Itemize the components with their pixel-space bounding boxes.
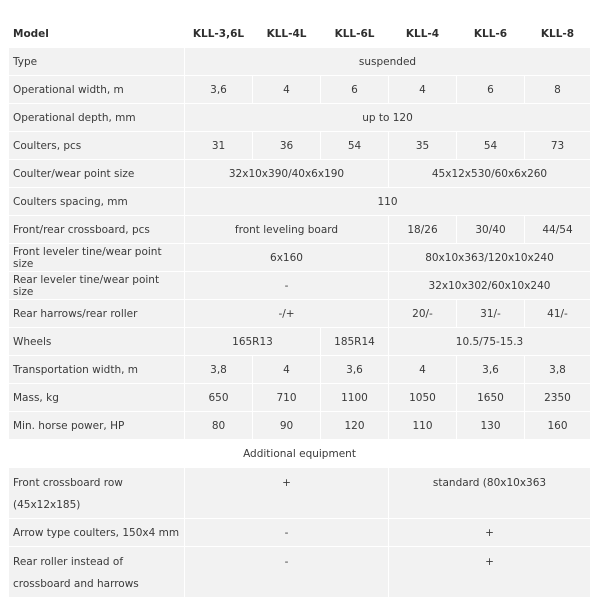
model-kll-6: KLL-6 bbox=[457, 20, 525, 48]
table-row bbox=[9, 160, 591, 188]
table-row bbox=[9, 216, 591, 244]
additional-equipment-heading: Additional equipment bbox=[9, 440, 591, 468]
specifications-table bbox=[9, 20, 591, 598]
table-cell: 45x12x530/60x6x260 bbox=[389, 160, 591, 188]
model-kll-4l: KLL-4L bbox=[253, 20, 321, 48]
table-cell: 30/40 bbox=[457, 216, 525, 244]
row-label-type: Type bbox=[9, 48, 185, 76]
table-cell: 80x10x363/120x10x240 bbox=[389, 244, 591, 272]
table-cell: 110 bbox=[389, 412, 457, 440]
table-cell: + bbox=[389, 519, 591, 547]
row-label-coulters: Coulters, pcs bbox=[9, 132, 185, 160]
table-cell: 10.5/75-15.3 bbox=[389, 328, 591, 356]
table-cell: 44/54 bbox=[525, 216, 591, 244]
row-label-coulter-spacing: Coulters spacing, mm bbox=[9, 188, 185, 216]
table-row bbox=[9, 519, 591, 547]
table-cell: 4 bbox=[389, 356, 457, 384]
table-row bbox=[9, 272, 591, 300]
table-cell: 2350 bbox=[525, 384, 591, 412]
table-cell: + bbox=[389, 547, 591, 598]
table-cell: 3,6 bbox=[457, 356, 525, 384]
table-row bbox=[9, 244, 591, 272]
row-label-op-depth: Operational depth, mm bbox=[9, 104, 185, 132]
table-cell: 1650 bbox=[457, 384, 525, 412]
table-cell: 185R14 bbox=[321, 328, 389, 356]
type-value: suspended bbox=[185, 48, 591, 76]
table-cell: front leveling board bbox=[185, 216, 389, 244]
model-kll-4: KLL-4 bbox=[389, 20, 457, 48]
model-kll-8: KLL-8 bbox=[525, 20, 591, 48]
row-label-crossboard: Front/rear crossboard, pcs bbox=[9, 216, 185, 244]
table-cell: 1050 bbox=[389, 384, 457, 412]
table-cell: 41/- bbox=[525, 300, 591, 328]
table-cell: 32x10x302/60x10x240 bbox=[389, 272, 591, 300]
table-cell: 4 bbox=[389, 76, 457, 104]
table-cell: 36 bbox=[253, 132, 321, 160]
table-cell: 6 bbox=[321, 76, 389, 104]
row-label-mass: Mass, kg bbox=[9, 384, 185, 412]
row-label-arrow-coulters: Arrow type coulters, 150x4 mm bbox=[9, 519, 185, 547]
table-cell: - bbox=[185, 519, 389, 547]
row-label-wheels: Wheels bbox=[9, 328, 185, 356]
row-label-rear-harrows: Rear harrows/rear roller bbox=[9, 300, 185, 328]
table-cell: -/+ bbox=[185, 300, 389, 328]
row-label-front-crossboard: Front crossboard row (45x12x185) bbox=[9, 468, 185, 519]
table-row bbox=[9, 384, 591, 412]
table-cell: 650 bbox=[185, 384, 253, 412]
table-cell: 54 bbox=[457, 132, 525, 160]
table-row bbox=[9, 104, 591, 132]
model-kll-6l: KLL-6L bbox=[321, 20, 389, 48]
table-row bbox=[9, 48, 591, 76]
table-row bbox=[9, 300, 591, 328]
row-label-op-width: Operational width, m bbox=[9, 76, 185, 104]
table-cell: standard (80x10x363 bbox=[389, 468, 591, 519]
table-cell: 18/26 bbox=[389, 216, 457, 244]
table-cell: 3,8 bbox=[525, 356, 591, 384]
table-cell: 6x160 bbox=[185, 244, 389, 272]
table-cell: 4 bbox=[253, 356, 321, 384]
table-cell: 8 bbox=[525, 76, 591, 104]
table-cell: 32x10x390/40x6x190 bbox=[185, 160, 389, 188]
table-row bbox=[9, 76, 591, 104]
row-label-rear-leveler: Rear leveler tine/wear point size bbox=[9, 272, 185, 300]
table-cell: + bbox=[185, 468, 389, 519]
table-cell: 35 bbox=[389, 132, 457, 160]
table-row bbox=[9, 188, 591, 216]
model-kll-3-6l: KLL-3,6L bbox=[185, 20, 253, 48]
table-cell: - bbox=[185, 272, 389, 300]
table-cell: 20/- bbox=[389, 300, 457, 328]
table-cell: 1100 bbox=[321, 384, 389, 412]
table-cell: 3,8 bbox=[185, 356, 253, 384]
row-label-front-leveler: Front leveler tine/wear point size bbox=[9, 244, 185, 272]
table-cell: 710 bbox=[253, 384, 321, 412]
row-label-transport-width: Transportation width, m bbox=[9, 356, 185, 384]
table-cell: - bbox=[185, 547, 389, 598]
spec-table-container bbox=[9, 20, 591, 598]
table-cell: 54 bbox=[321, 132, 389, 160]
section-header-row bbox=[9, 440, 591, 468]
table-cell: 31/- bbox=[457, 300, 525, 328]
table-row bbox=[9, 328, 591, 356]
table-row bbox=[9, 132, 591, 160]
table-cell: 73 bbox=[525, 132, 591, 160]
table-cell: 3,6 bbox=[321, 356, 389, 384]
row-label-rear-roller: Rear roller instead of crossboard and harrows bbox=[9, 547, 185, 598]
table-row bbox=[9, 468, 591, 519]
table-row bbox=[9, 547, 591, 598]
table-cell: 130 bbox=[457, 412, 525, 440]
table-cell: 3,6 bbox=[185, 76, 253, 104]
op-depth-value: up to 120 bbox=[185, 104, 591, 132]
table-cell: 90 bbox=[253, 412, 321, 440]
table-cell: 160 bbox=[525, 412, 591, 440]
header-row bbox=[9, 20, 591, 48]
table-cell: 165R13 bbox=[185, 328, 321, 356]
table-row bbox=[9, 412, 591, 440]
table-cell: 4 bbox=[253, 76, 321, 104]
row-label-coulter-size: Coulter/wear point size bbox=[9, 160, 185, 188]
table-cell: 6 bbox=[457, 76, 525, 104]
table-row bbox=[9, 356, 591, 384]
coulter-spacing-value: 110 bbox=[185, 188, 591, 216]
table-cell: 31 bbox=[185, 132, 253, 160]
table-cell: 80 bbox=[185, 412, 253, 440]
table-cell: 120 bbox=[321, 412, 389, 440]
row-label-horse-power: Min. horse power, HP bbox=[9, 412, 185, 440]
model-header: Model bbox=[9, 20, 185, 48]
